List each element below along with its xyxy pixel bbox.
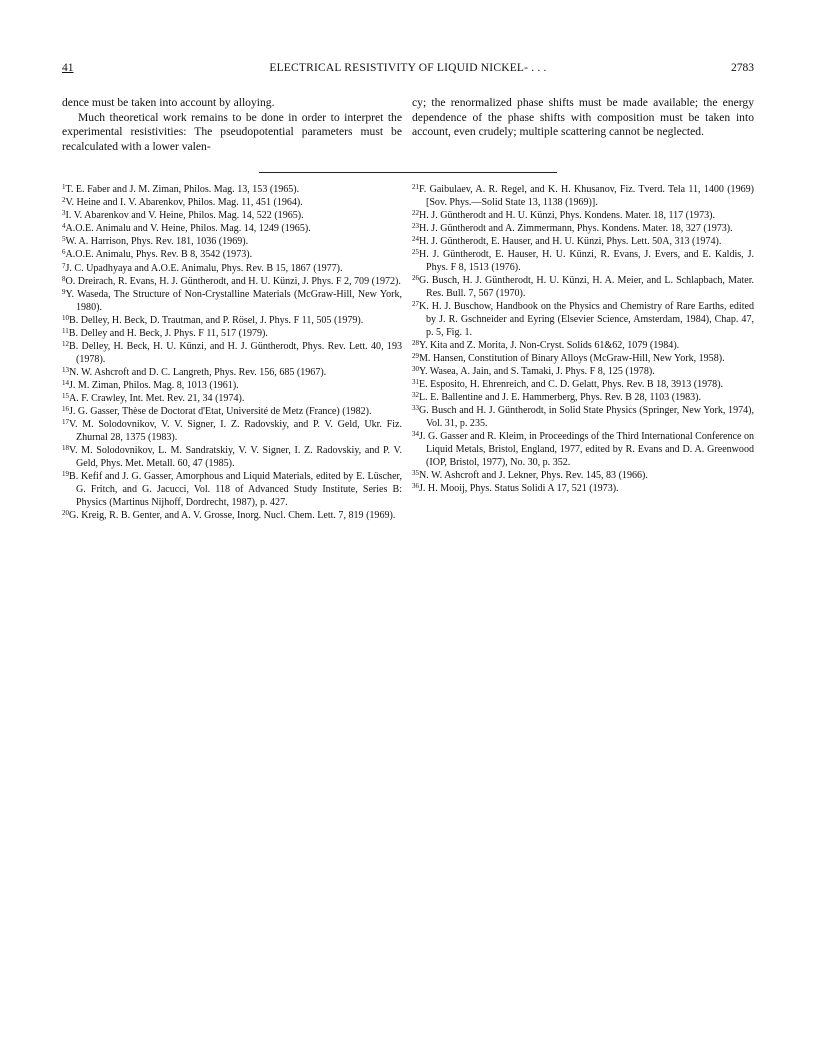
reference-number: 3 (62, 209, 66, 218)
reference-number: 13 (62, 365, 69, 374)
reference-text: N. W. Ashcroft and D. C. Langreth, Phys. Rev. 156, 685 (1967). (69, 366, 327, 378)
reference-entry (62, 236, 402, 249)
body-paragraph: cy; the renormalized phase shifts must be made available; the energy dependence of the phase shifts with composition must be taken into account, even crudely; multiple scattering cannot be neglected. (412, 96, 754, 139)
reference-number: 28 (412, 338, 419, 347)
reference-entry (62, 197, 402, 210)
reference-number: 6 (62, 248, 66, 257)
reference-entry (62, 471, 402, 510)
reference-entry (62, 276, 402, 289)
reference-entry (412, 431, 754, 470)
reference-text: I. V. Abarenkov and V. Heine, Philos. Mag. 14, 522 (1965). (65, 210, 304, 222)
reference-text: B. Delley, H. Beck, H. U. Künzi, and H. J. Güntherodt, Phys. Rev. Lett. 40, 193 (1978). (69, 340, 402, 365)
reference-number: 35 (412, 469, 419, 478)
reference-number: 8 (62, 274, 66, 283)
reference-text: V. Heine and I. V. Abarenkov, Philos. Mag. 11, 451 (1964). (65, 197, 303, 209)
reference-number: 34 (412, 430, 419, 439)
reference-text: G. Busch, H. J. Güntherodt, H. U. Künzi, H. A. Meier, and L. Schlapbach, Mater. Res. Bull. 7, 567 (1970). (419, 275, 754, 299)
reference-text: H. J. Güntherodt and A. Zimmermann, Phys. Kondens. Mater. 18, 327 (1973). (419, 223, 733, 235)
reference-text: G. Kreig, R. B. Genter, and A. V. Grosse, Inorg. Nucl. Chem. Lett. 7, 819 (1969). (69, 509, 396, 521)
reference-number: 27 (412, 300, 419, 309)
reference-entry (412, 470, 754, 483)
reference-text: F. Gaibulaev, A. R. Regel, and K. H. Khusanov, Fiz. Tverd. Tela 11, 1400 (1969) [Sov. Phys.—Solid State 13, 1138 (1969)]. (419, 184, 754, 208)
reference-text: O. Dreirach, R. Evans, H. J. Güntherodt, and H. U. Künzi, J. Phys. F 2, 709 (1972). (65, 275, 401, 287)
reference-number: 12 (62, 339, 69, 348)
body-text-right-column (412, 96, 754, 140)
reference-entry (412, 483, 754, 496)
reference-text: Y. Waseda, The Structure of Non-Crystalline Materials (McGraw-Hill, New York, 1980). (65, 288, 402, 313)
reference-entry (412, 379, 754, 392)
reference-entry (62, 289, 402, 315)
references-right-column (412, 184, 754, 496)
reference-text: G. Busch and H. J. Güntherodt, in Solid State Physics (Springer, New York, 1974), Vol. 31, p. 235. (419, 405, 754, 430)
reference-entry (62, 380, 402, 393)
reference-text: J. M. Ziman, Philos. Mag. 8, 1013 (1961). (69, 379, 239, 391)
reference-text: H. J. Güntherodt, E. Hauser, H. U. Künzi, R. Evans, J. Evers, and E. Kaldis, J. Phys. F 8, 1513 (1976). (419, 249, 754, 274)
reference-text: N. W. Ashcroft and J. Lekner, Phys. Rev. 145, 83 (1966). (419, 470, 648, 482)
reference-entry (62, 510, 402, 523)
reference-number: 4 (62, 222, 66, 231)
body-paragraph: dence must be taken into account by alloying. (62, 96, 275, 109)
reference-text: T. E. Faber and J. M. Ziman, Philos. Mag. 13, 153 (1965). (65, 184, 300, 195)
reference-text: V. M. Solodovnikov, L. M. Sandratskiy, V. V. Signer, I. Z. Radovskiy, and P. V. Geld, Phys. Met. Metall. 60, 47 (1985). (69, 445, 402, 469)
running-header (62, 62, 754, 78)
reference-entry (62, 223, 402, 236)
reference-text: E. Esposito, H. Ehrenreich, and C. D. Gelatt, Phys. Rev. B 18, 3913 (1978). (419, 379, 724, 391)
reference-text: A. F. Crawley, Int. Met. Rev. 21, 34 (1974). (69, 393, 245, 404)
reference-text: J. G. Gasser and R. Kleim, in Proceedings of the Third International Conference on Liquid Metals, Bristol, England, 1977, edited by R. Evans and D. A. Greenwood (IOP, Bristol, 1977), No. 30, p. 352. (419, 431, 754, 468)
reference-number: 33 (412, 404, 419, 413)
reference-text: J. H. Mooij, Phys. Status Solidi A 17, 521 (1973). (419, 483, 619, 495)
reference-number: 36 (412, 482, 419, 491)
reference-number: 18 (62, 444, 69, 453)
body-text-left-column (62, 96, 402, 154)
reference-entry (412, 210, 754, 223)
reference-text: H. J. Güntherodt, E. Hauser, and H. U. Künzi, Phys. Lett. 50A, 313 (1974). (419, 236, 722, 248)
reference-text: L. E. Ballentine and J. E. Hammerberg, Phys. Rev. B 28, 1103 (1983). (419, 392, 702, 404)
running-title: ELECTRICAL RESISTIVITY OF LIQUID NICKEL- . . . (269, 62, 547, 74)
reference-entry (62, 406, 402, 419)
reference-text: J. G. Gasser, Thèse de Doctorat d'Etat, Université de Metz (France) (1982). (69, 406, 372, 418)
reference-number: 30 (412, 365, 419, 374)
reference-entry (412, 353, 754, 366)
reference-entry (412, 366, 754, 379)
reference-text: W. A. Harrison, Phys. Rev. 181, 1036 (1969). (65, 236, 249, 248)
reference-entry (412, 223, 754, 236)
reference-number: 10 (62, 313, 69, 322)
reference-text: B. Delley and H. Beck, J. Phys. F 11, 517 (1979). (68, 327, 268, 339)
reference-number: 19 (62, 470, 69, 479)
reference-number: 20 (62, 508, 69, 517)
reference-entry (412, 340, 754, 353)
reference-number: 25 (412, 248, 419, 257)
reference-text: K. H. J. Buschow, Handbook on the Physics and Chemistry of Rare Earths, edited by J. R. Gschneider and Eyring (Elsevier Science, Amsterdam, 1984), Chap. 47, p. 5, Fig. 1. (419, 301, 754, 338)
reference-entry (62, 210, 402, 223)
reference-entry (412, 275, 754, 301)
reference-text: H. J. Güntherodt and H. U. Künzi, Phys. Kondens. Mater. 18, 117 (1973). (419, 209, 715, 221)
reference-entry (62, 328, 402, 341)
reference-entry (412, 184, 754, 210)
reference-number: 2 (62, 196, 66, 205)
reference-number: 15 (62, 392, 69, 400)
reference-text: A.O.E. Animalu, Phys. Rev. B 8, 3542 (1973). (65, 249, 253, 261)
body-paragraph: Much theoretical work remains to be done in order to interpret the experimental resistivities: The pseudopotential parameters must be recalculated with a lower valen- (62, 110, 402, 153)
reference-text: Y. Kita and Z. Morita, J. Non-Cryst. Solids 61&62, 1079 (1984). (419, 339, 680, 351)
reference-entry (62, 249, 402, 262)
reference-number: 14 (62, 378, 69, 387)
reference-entry (412, 301, 754, 340)
reference-number: 17 (62, 418, 69, 427)
reference-number: 21 (412, 183, 419, 191)
reference-entry (62, 419, 402, 445)
reference-text: A.O.E. Animalu and V. Heine, Philos. Mag. 14, 1249 (1965). (65, 223, 311, 235)
reference-entry (412, 249, 754, 275)
reference-entry (62, 263, 402, 276)
reference-number: 5 (62, 235, 66, 244)
reference-text: J. C. Upadhyaya and A.O.E. Animalu, Phys. Rev. B 15, 1867 (1977). (65, 262, 343, 274)
reference-number: 29 (412, 351, 419, 360)
reference-entry (412, 405, 754, 431)
reference-number: 7 (62, 261, 66, 270)
reference-entry (412, 392, 754, 405)
reference-number: 16 (62, 405, 69, 414)
reference-text: B. Delley, H. Beck, D. Trautman, and P. Rösel, J. Phys. F 11, 505 (1979). (69, 314, 364, 326)
reference-entry (62, 393, 402, 406)
reference-entry (412, 236, 754, 249)
volume-number: 41 (62, 62, 74, 74)
reference-number: 26 (412, 274, 419, 283)
reference-number: 9 (62, 287, 66, 296)
reference-number: 23 (412, 222, 419, 231)
page-number: 2783 (731, 62, 754, 74)
reference-number: 32 (412, 391, 419, 400)
reference-text: B. Kefif and J. G. Gasser, Amorphous and Liquid Materials, edited by E. Lüscher, G. Fritch, and G. Jacucci, Vol. 118 of Advanced Study Institute, Series B: Physics (Martinus Nijhoff, Dordrecht, 1987), p. 427. (69, 471, 402, 508)
reference-number: 31 (412, 378, 419, 387)
reference-number: 1 (62, 183, 66, 191)
reference-entry (62, 367, 402, 380)
reference-number: 24 (412, 235, 419, 244)
reference-text: M. Hansen, Constitution of Binary Alloys (McGraw-Hill, New York, 1958). (419, 352, 725, 364)
section-divider (259, 172, 557, 173)
reference-number: 11 (62, 326, 69, 335)
reference-entry (62, 341, 402, 367)
references-left-column (62, 184, 402, 523)
reference-text: Y. Wasea, A. Jain, and S. Tamaki, J. Phys. F 8, 125 (1978). (419, 366, 655, 378)
reference-entry (62, 184, 402, 197)
reference-number: 22 (412, 208, 419, 217)
reference-entry (62, 315, 402, 328)
reference-text: V. M. Solodovnikov, V. V. Signer, I. Z. Radovskiy, and P. V. Geld, Ukr. Fiz. Zhurnal 28, 1375 (1983). (69, 419, 402, 444)
reference-entry (62, 445, 402, 471)
